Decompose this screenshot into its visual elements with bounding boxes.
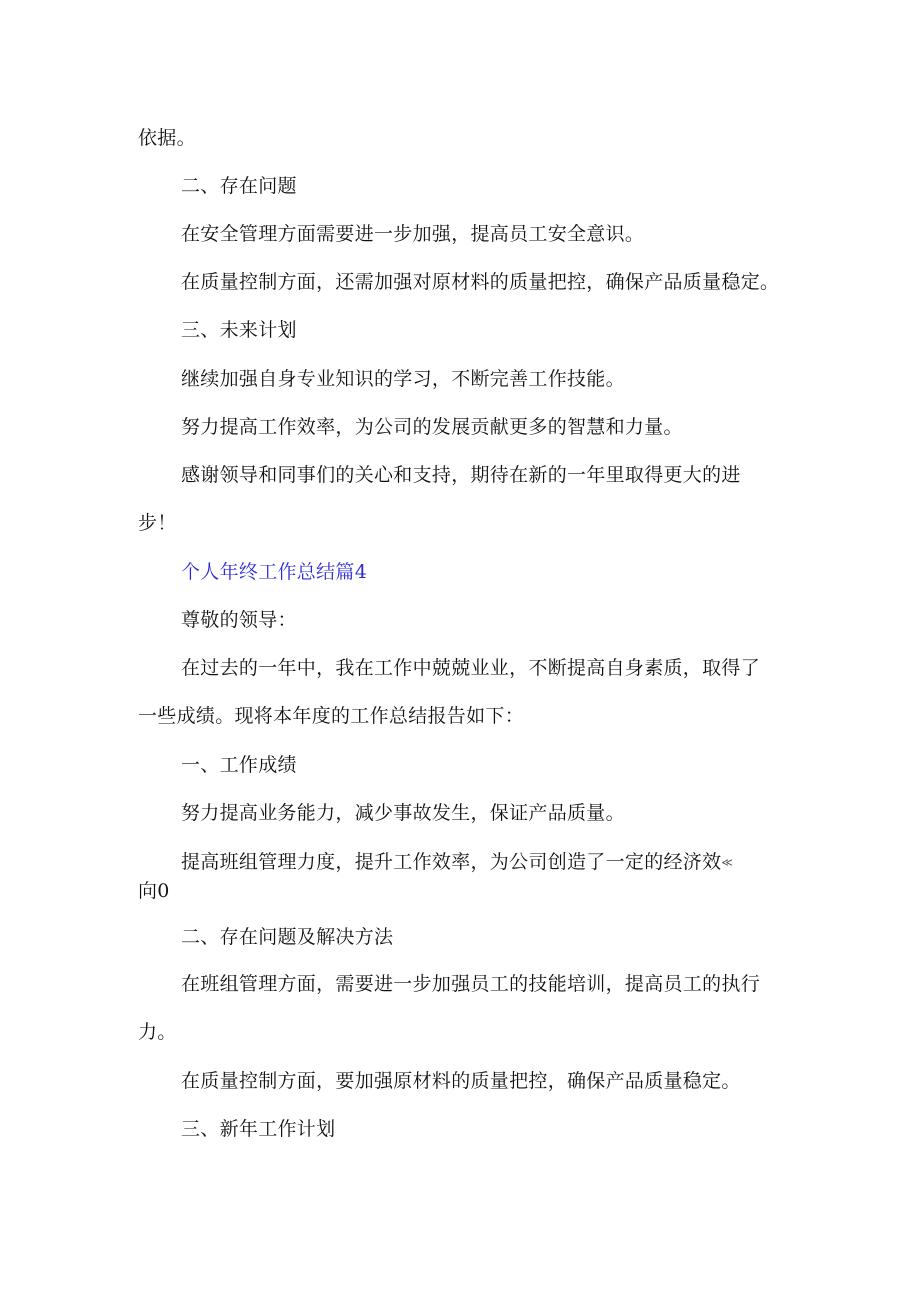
paragraph-line: 在过去的一年中，我在工作中兢兢业业，不断提高自身素质，取得了	[181, 657, 761, 679]
paragraph-line: 提高班组管理力度，提升工作效率，为公司创造了一定的经济效≪	[181, 851, 734, 873]
paragraph-line: 向0	[138, 880, 170, 902]
section-heading: 二、存在问题	[181, 175, 297, 197]
paragraph-line: 在质量控制方面，要加强原材料的质量把控，确保产品质量稳定。	[181, 1070, 741, 1092]
section-heading: 三、新年工作计划	[181, 1118, 336, 1140]
scan-artifact-glyph: ≪	[721, 856, 734, 869]
section-heading: 三、未来计划	[181, 319, 297, 341]
paragraph-line: 继续加强自身专业知识的学习，不断完善工作技能。	[181, 368, 625, 390]
paragraph-line: 步！	[138, 512, 177, 534]
paragraph-line: 努力提高业务能力，减少事故发生，保证产品质量。	[181, 802, 625, 824]
paragraph-line: 在班组管理方面，需要进一步加强员工的技能培训，提高员工的执行	[181, 973, 761, 995]
salutation: 尊敬的领导：	[181, 609, 297, 631]
paragraph-line: 力。	[138, 1021, 177, 1043]
paragraph-line: 一些成绩。现将本年度的工作总结报告如下：	[138, 705, 525, 727]
section-heading: 二、存在问题及解决方法	[181, 926, 394, 948]
paragraph-line: 努力提高工作效率，为公司的发展贡献更多的智慧和力量。	[181, 416, 683, 438]
paragraph-line: 在安全管理方面需要进一步加强，提高员工安全意识。	[181, 223, 645, 245]
article-title-link[interactable]: 个人年终工作总结篇4	[181, 561, 368, 583]
section-heading: 一、工作成绩	[181, 754, 297, 776]
paragraph-line: 感谢领导和同事们的关心和支持，期待在新的一年里取得更大的进	[181, 464, 741, 486]
paragraph-line: 在质量控制方面，还需加强对原材料的质量把控，确保产品质量稳定。	[181, 271, 780, 293]
paragraph-line: 依据。	[138, 127, 196, 149]
